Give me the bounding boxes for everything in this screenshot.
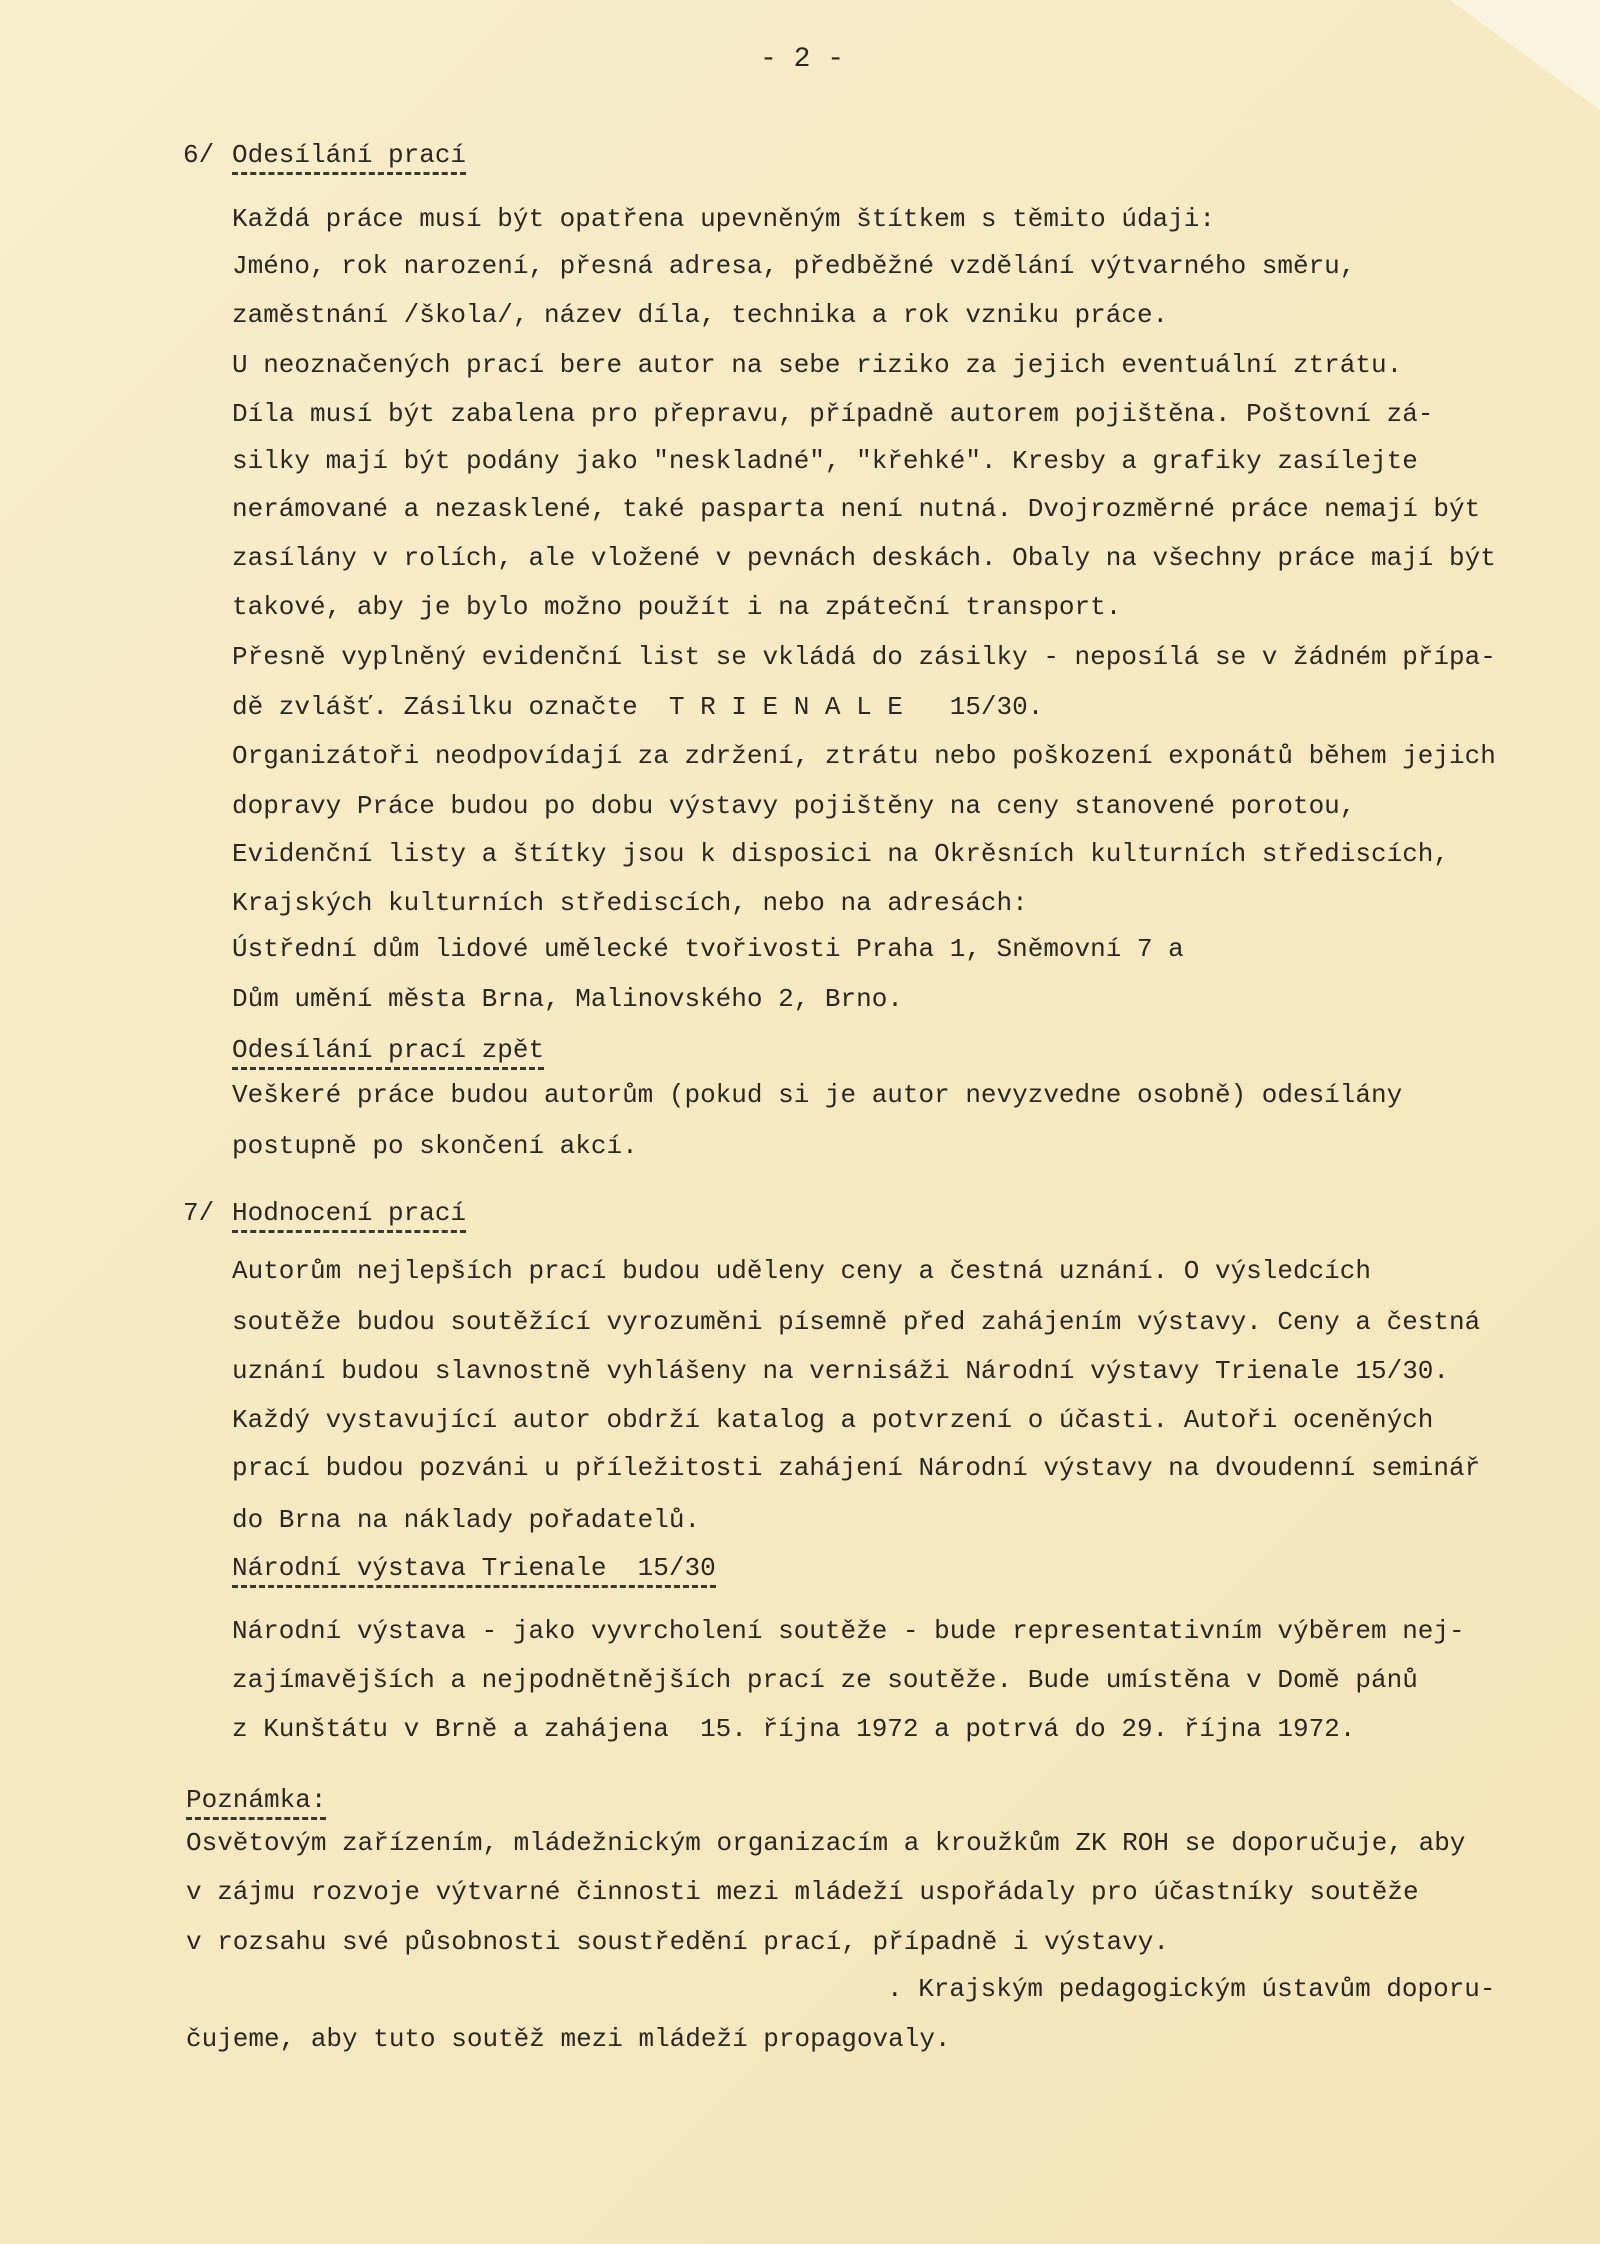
text-line: takové, aby je bylo možno použít i na zpáteční transport. [232, 592, 1122, 622]
text-line: v rozsahu své působnosti soustředění prací, případně i výstavy. [186, 1927, 1169, 1957]
text-line: zaměstnání /škola/, název díla, technika a rok vzniku práce. [232, 300, 1169, 330]
text-line: prací budou pozváni u příležitosti zahájení Národní výstavy na dvoudenní seminář [232, 1453, 1481, 1483]
text-line: Veškeré práce budou autorům (pokud si je autor nevyzvedne osobně) odesílány [232, 1080, 1403, 1110]
page-number: - 2 - [760, 44, 845, 75]
subheading-national-exhibition: Národní výstava Trienale 15/30 [232, 1553, 716, 1588]
text-line: Evidenční listy a štítky jsou k disposici na Okrěsních kulturních střediscích, [232, 839, 1449, 869]
text-line: Každá práce musí být opatřena upevněným štítkem s těmito údaji: [232, 204, 1215, 234]
text-line: silky mají být podány jako "neskladné", "křehké". Kresby a grafiky zasílejte [232, 446, 1418, 476]
text-line: nerámované a nezasklené, také pasparta není nutná. Dvojrozměrné práce nemají být [232, 494, 1481, 524]
note-heading: Poznámka: [186, 1785, 326, 1820]
text-line: Dům umění města Brna, Malinovského 2, Brno. [232, 984, 903, 1014]
text-line: Krajských kulturních střediscích, nebo na adresách: [232, 888, 1028, 918]
text-line: v zájmu rozvoje výtvarné činnosti mezi mládeží uspořádaly pro účastníky soutěže [186, 1877, 1419, 1907]
text-line: dě zvlášť. Zásilku označte T R I E N A L E 15/30. [232, 692, 1044, 722]
text-line: uznání budou slavnostně vyhlášeny na vernisáži Národní výstavy Trienale 15/30. [232, 1356, 1449, 1386]
text-line: Autorům nejlepších prací budou uděleny ceny a čestná uznání. O výsledcích [232, 1256, 1371, 1286]
section-6-heading: Odesílání prací [232, 140, 466, 175]
folded-corner [1450, 0, 1600, 110]
subheading-return-shipping: Odesílání prací zpět [232, 1035, 544, 1070]
text-line: Přesně vyplněný evidenční list se vkládá do zásilky - neposílá se v žádném přípa- [232, 642, 1496, 672]
text-line: z Kunštátu v Brně a zahájena 15. října 1972 a potrvá do 29. října 1972. [232, 1714, 1356, 1744]
text-line: Díla musí být zabalena pro přepravu, případně autorem pojištěna. Poštovní zá- [232, 399, 1434, 429]
text-line: čujeme, aby tuto soutěž mezi mládeží propagovaly. [186, 2024, 951, 2054]
text-line: do Brna na náklady pořadatelů. [232, 1505, 701, 1535]
text-line: U neoznačených prací bere autor na sebe riziko za jejich eventuální ztrátu. [232, 350, 1403, 380]
text-line: zasílány v rolích, ale vložené v pevnách deskách. Obaly na všechny práce mají být [232, 543, 1496, 573]
text-line: dopravy Práce budou po dobu výstavy pojištěny na ceny stanovené porotou, [232, 791, 1356, 821]
text-line: Každý vystavující autor obdrží katalog a potvrzení o účasti. Autoři oceněných [232, 1405, 1434, 1435]
text-line: Ústřední dům lidové umělecké tvořivosti Praha 1, Sněmovní 7 a [232, 934, 1184, 964]
text-line: Osvětovým zařízením, mládežnickým organizacím a kroužkům ZK ROH se doporučuje, aby [186, 1828, 1466, 1858]
text-line: . Krajským pedagogickým ústavům doporu- [887, 1974, 1496, 2004]
text-line: postupně po skončení akcí. [232, 1131, 638, 1161]
text-line: Organizátoři neodpovídají za zdržení, ztrátu nebo poškození exponátů během jejich [232, 741, 1496, 771]
section-7-number: 7/ [183, 1198, 215, 1228]
text-line: soutěže budou soutěžící vyrozuměni písemně před zahájením výstavy. Ceny a čestná [232, 1307, 1481, 1337]
text-line: Jméno, rok narození, přesná adresa, předběžné vzdělání výtvarného směru, [232, 251, 1356, 281]
text-line: zajímavějších a nejpodnětnějších prací ze soutěže. Bude umístěna v Domě pánů [232, 1665, 1418, 1695]
section-6-number: 6/ [183, 140, 215, 170]
section-7-heading: Hodnocení prací [232, 1198, 466, 1233]
text-line: Národní výstava - jako vyvrcholení soutěže - bude representativním výběrem nej- [232, 1616, 1465, 1646]
